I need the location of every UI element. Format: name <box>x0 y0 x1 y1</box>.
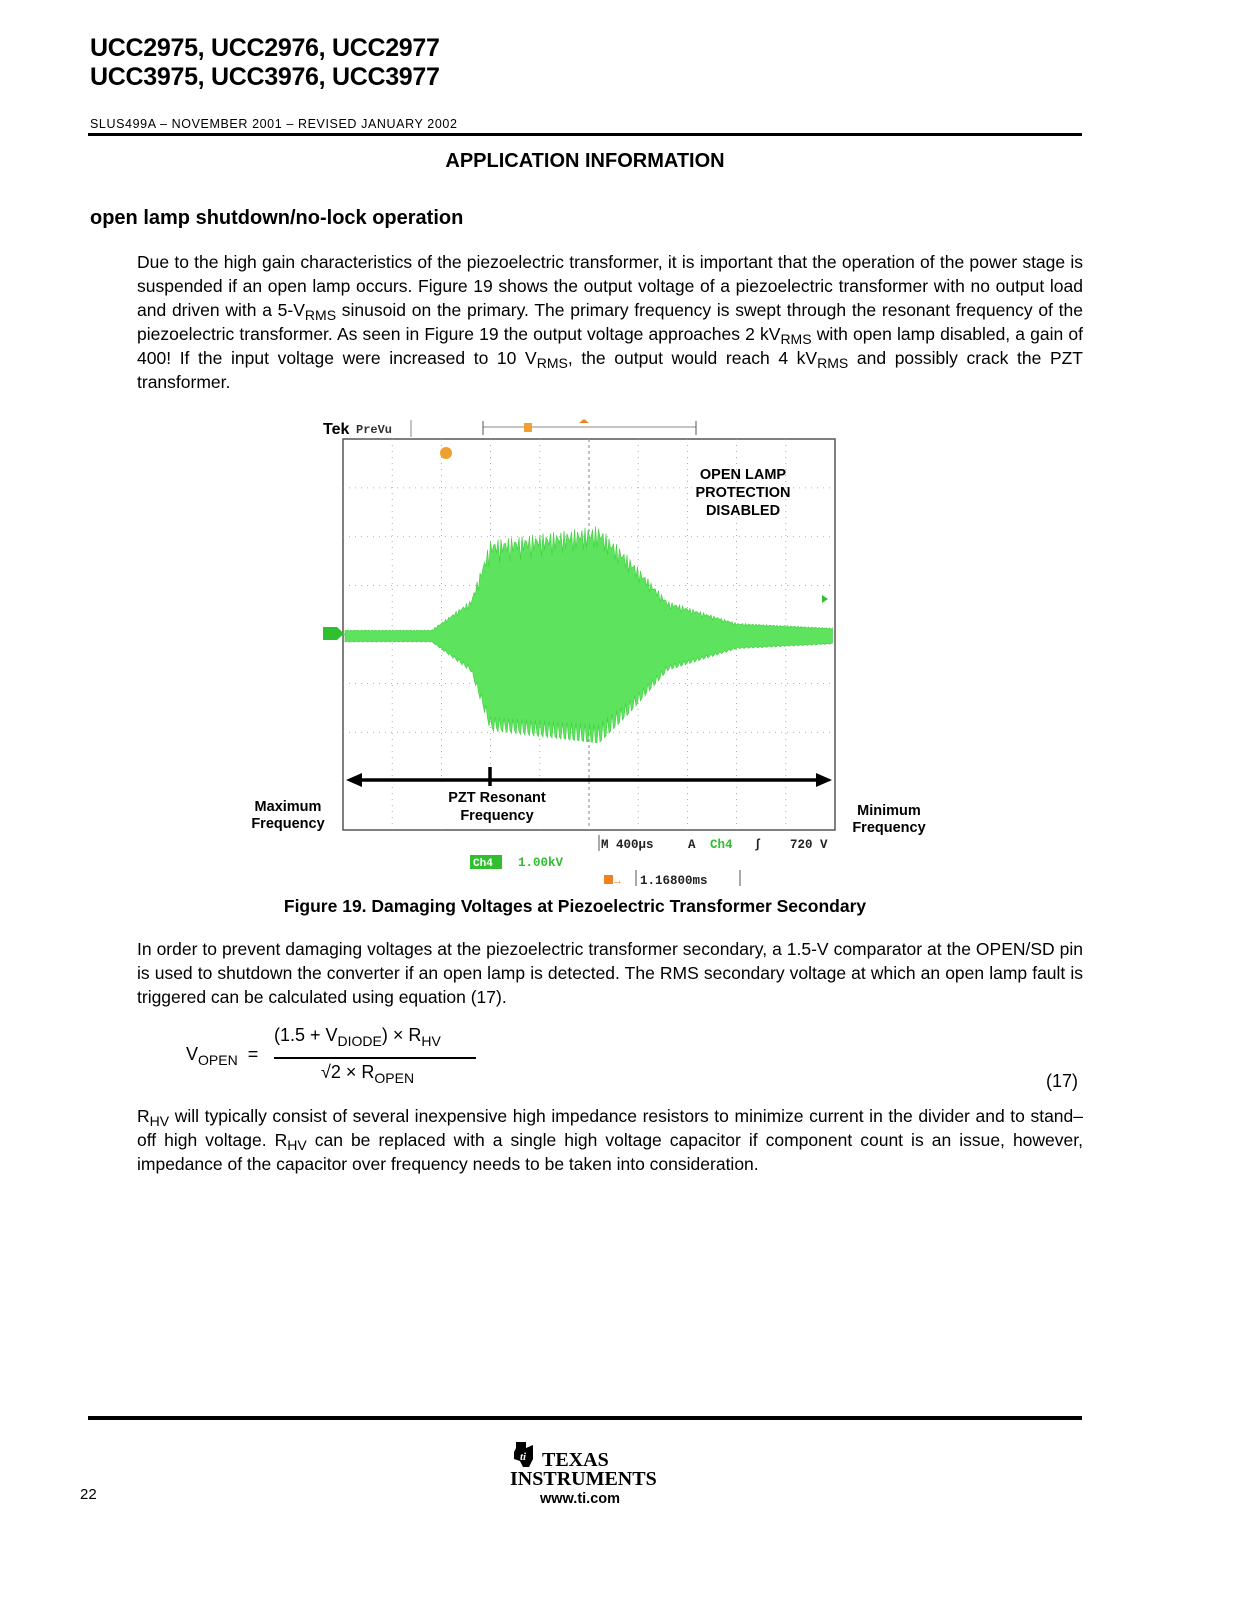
svg-text:PZT Resonant: PZT Resonant <box>448 790 546 806</box>
scope-brand: Tek <box>323 421 350 438</box>
position-arrow-icon: → <box>614 876 621 888</box>
trigger-arrow-icon <box>579 419 589 423</box>
readout-trigger-src: Ch4 <box>710 838 733 852</box>
logo-line-1: TEXAS <box>542 1449 609 1471</box>
part-line-1: UCC2975, UCC2976, UCC2977 <box>90 34 440 62</box>
trigger-t-icon <box>440 447 452 459</box>
readout-trigger-level: 720 V <box>790 838 828 852</box>
svg-text:OPEN LAMP: OPEN LAMP <box>699 467 787 483</box>
footer-rule <box>88 1416 1082 1420</box>
readout-trigger-a: A <box>688 838 696 852</box>
readout-volts: 1.00kV <box>518 856 564 870</box>
scope-mode: PreVu <box>356 423 393 437</box>
label-maximum-frequency: Maximum Frequency <box>251 799 325 832</box>
document-id: SLUS499A – NOVEMBER 2001 – REVISED JANUARY 2002 <box>90 117 458 131</box>
ti-logo <box>508 1438 658 1495</box>
equation-17 <box>186 1022 486 1097</box>
subheading: open lamp shutdown/no-lock operation <box>90 207 464 229</box>
page-number: 22 <box>80 1486 97 1503</box>
label-pzt-resonant <box>436 786 558 826</box>
readout-timebase: M 400µs <box>601 838 654 852</box>
channel-ground-icon <box>323 627 337 640</box>
equation-numerator: $(1.5 + V_{DIODE}) \times R_{HV}$ <box>274 1025 441 1049</box>
label-minimum-frequency: Minimum Frequency <box>852 803 926 836</box>
fraction-bar <box>274 1057 476 1059</box>
part-line-2: UCC3975, UCC3976, UCC3977 <box>90 63 440 91</box>
equation-lhs: $V_{OPEN}$ = <box>186 1044 259 1068</box>
svg-text:DISABLED: DISABLED <box>705 503 781 519</box>
logo-line-2: INSTRUMENTS <box>510 1468 657 1490</box>
position-icon <box>604 875 613 884</box>
readout-position: 1.16800ms <box>640 874 708 888</box>
section-title: APPLICATION INFORMATION <box>445 150 725 172</box>
svg-text:ti: ti <box>520 1451 527 1463</box>
part-numbers <box>90 34 440 92</box>
trigger-slope-icon: ʃ <box>754 838 762 852</box>
ti-logo-icon <box>508 1438 658 1490</box>
paragraph-intro: Due to the high gain characteristics of the piezoelectric transformer, it is important that the operation of the power stage is suspended if an open lamp occurs. Figure 19 shows the output voltage of a piezoelectric transformer with no output load and driven with a $5-V_{RMS}$ sinusoid on the primary. The primary frequency is swept through the resonant frequency of the piezoelectric transformer. As seen in Figure 19 the output voltage approaches 2 $kV_{RMS}$ with open lamp disabled, a gain of 400! If the input voltage were increased to 10 $V_{RMS}$, the output would reach 4 $kV_{RMS}$ and possibly crack the PZT transformer. <box>137 252 1083 392</box>
svg-text:PROTECTION: PROTECTION <box>695 485 791 501</box>
annotation-open-lamp <box>695 467 790 519</box>
header-rule <box>88 133 1082 136</box>
readout-channel: Ch4 <box>473 858 493 870</box>
svg-text:Frequency: Frequency <box>460 808 534 824</box>
equation-number: (17) <box>1046 1071 1079 1091</box>
ti-url: www.ti.com <box>540 1491 621 1507</box>
figure-caption: Figure 19. Damaging Voltages at Piezoelectric Transformer Secondary <box>283 896 867 916</box>
paragraph-rhv: $R_{HV}$ will typically consist of several inexpensive high impedance resistors to minimize current in the divider and to stand–off high voltage. $R_{HV}$ can be replaced with a single high voltage capacitor if component count is an issue, however, impedance of the capacitor over frequency needs to be taken into consideration. <box>137 1106 1083 1174</box>
paragraph-comparator: In order to prevent damaging voltages at the piezoelectric transformer secondary, a 1.5-V comparator at the OPEN/SD pin is used to shutdown the converter if an open lamp is detected. The RMS secondary voltage at which an open lamp fault is triggered can be calculated using equation (17). <box>137 939 1083 1007</box>
trigger-pos-marker <box>524 423 532 432</box>
equation-denominator: $√2 \times R_{OPEN}$ <box>321 1062 415 1086</box>
